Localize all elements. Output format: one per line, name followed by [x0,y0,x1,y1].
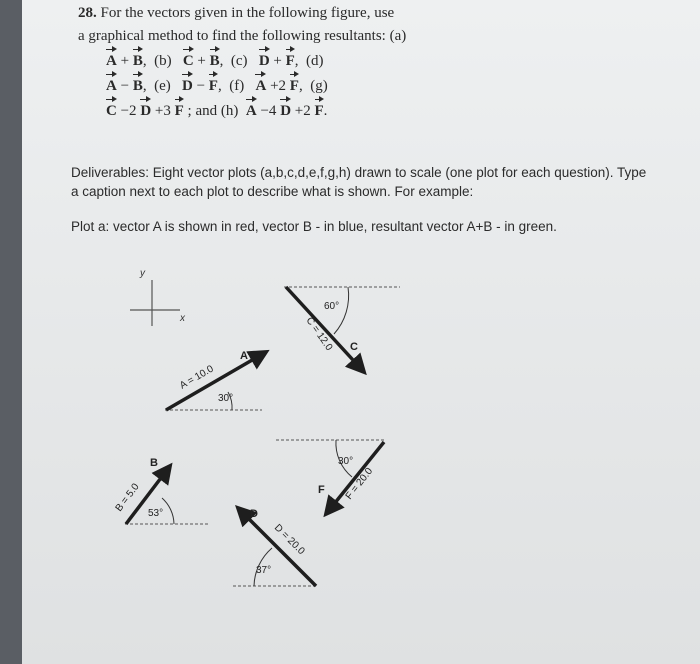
vector-symbol: A [246,98,257,123]
vector-a [165,350,266,410]
item-label: (b) [154,53,172,69]
magnitude-label-d: D = 20.0 [271,522,307,558]
vector-symbol: F [290,73,299,98]
magnitude-label-b: B = 5.0 [113,481,142,514]
problem-line-4: A − B, (e) D − F, (f) A +2 F, (g) [78,73,468,98]
angle-label-d: 37° [256,565,272,576]
vector-symbol: D [140,98,151,123]
vector-name-a: A [240,350,248,362]
example-caption: Plot a: vector A is shown in red, vector B - in blue, resultant vector A+B - in green. [71,219,557,234]
vector-f [276,440,386,514]
vector-symbol: C [183,48,194,73]
problem-line-5: C −2 D +3 F ; and (h) A −4 D +2 F. [78,98,468,123]
vector-name-b: B [150,457,158,469]
vector-name-c: C [350,341,358,353]
angle-label-a: 30° [218,393,234,404]
vector-symbol: C [106,98,117,123]
vector-name-f: F [318,484,325,496]
and-text: ; and (h) [187,103,239,119]
item-label: (c) [230,53,248,69]
vector-symbol: D [259,48,270,73]
item-label: (g) [310,78,328,94]
vector-symbol: F [286,48,295,73]
angle-label-f: 30° [338,456,354,467]
vector-name-d: D [250,508,258,520]
vector-symbol: B [210,48,220,73]
axis-x-label: x [180,313,185,324]
problem-intro-1: For the vectors given in the following figure, use [100,5,395,21]
coordinate-axes [130,268,186,326]
vector-symbol: F [175,98,184,123]
magnitude-label-c: C = 12.0 [303,315,335,353]
item-label: (d) [306,53,324,69]
vector-symbol: D [182,73,193,98]
angle-label-c: 60° [324,301,340,312]
vector-c [284,287,400,372]
problem-intro-2: a graphical method to find the following resultants: (a) [78,28,407,44]
angle-label-b: 53° [148,508,164,519]
vector-symbol: A [106,73,117,98]
vector-symbol: F [315,98,324,123]
vector-b [114,457,210,524]
vector-symbol: A [255,73,266,98]
problem-number: 28. [78,5,97,21]
axis-y-label: y [140,268,145,279]
item-label: (f) [229,78,245,94]
vector-symbol: B [133,73,143,98]
deliverables-text: Deliverables: Eight vector plots (a,b,c,d,e,f,g,h) drawn to scale (one plot for each question). Type a caption next to each plot to describe what is shown. For example: [71,165,647,199]
vector-symbol: F [209,73,218,98]
magnitude-label-a: A = 10.0 [178,363,216,392]
vector-d [233,508,316,586]
vector-symbol: A [106,48,117,73]
item-label: (e) [154,78,171,94]
vector-symbol: B [133,48,143,73]
vector-symbol: D [280,98,291,123]
magnitude-label-f: F = 20.0 [343,465,376,502]
problem-line-3: A + B, (b) C + B, (c) D + F, (d) [78,48,468,73]
